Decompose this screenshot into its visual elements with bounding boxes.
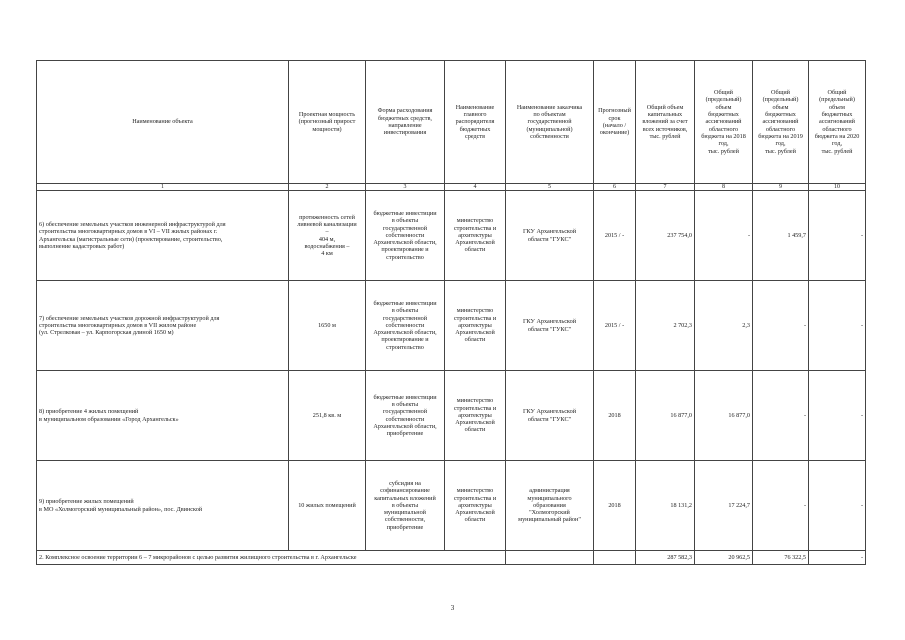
spending-form: бюджетные инвестиции в объекты государственной собственности Архангельской области, приобретение bbox=[366, 371, 445, 461]
table-row bbox=[37, 191, 866, 281]
object-name: 6) обеспечение земельных участков инженерной инфраструктурой для строительства многоквартирных домов в VI – VII жилых районах г. Архангельска (магистральные сети) (проектирование, строительство, выполнение кадастровых работ) bbox=[37, 191, 289, 281]
header-row bbox=[37, 61, 866, 184]
budget-manager: министерство строительства и архитектуры Архангельской области bbox=[445, 281, 506, 371]
header-object-name: Наименование объекта bbox=[37, 61, 289, 184]
page-number: 3 bbox=[450, 604, 455, 612]
spending-form: бюджетные инвестиции в объекты государственной собственности Архангельской области, проектирование и строительство bbox=[366, 191, 445, 281]
column-number: 5 bbox=[506, 184, 594, 191]
budget-manager: министерство строительства и архитектуры Архангельской области bbox=[445, 461, 506, 551]
budget-2020: - bbox=[809, 281, 866, 371]
column-number: 3 bbox=[366, 184, 445, 191]
column-number: 10 bbox=[809, 184, 866, 191]
column-number: 2 bbox=[289, 184, 366, 191]
column-number: 7 bbox=[636, 184, 695, 191]
budget-2019: - bbox=[753, 371, 809, 461]
total-investment: 16 877,0 bbox=[636, 371, 695, 461]
budget-2018: 16 877,0 bbox=[695, 371, 753, 461]
budget-manager: министерство строительства и архитектуры Архангельской области bbox=[445, 191, 506, 281]
summary-empty-cell bbox=[506, 551, 594, 565]
summary-total-investment: 287 582,3 bbox=[636, 551, 695, 565]
header-total-investment: Общий объем капитальных вложений за счет всех источников, тыс. рублей bbox=[636, 61, 695, 184]
column-number-row bbox=[37, 184, 866, 191]
budget-2018: 17 224,7 bbox=[695, 461, 753, 551]
budget-2019: - bbox=[753, 461, 809, 551]
header-budget-2019: Общий (предельный) объем бюджетных ассигнований областного бюджета на 2019 год, тыс. рублей bbox=[753, 61, 809, 184]
term: 2018 bbox=[594, 371, 636, 461]
object-name: 9) приобретение жилых помещений в МО «Холмогорский муниципальный район», пос. Двинской bbox=[37, 461, 289, 551]
term: 2018 bbox=[594, 461, 636, 551]
budget-2019: - bbox=[753, 281, 809, 371]
spending-form: бюджетные инвестиции в объекты государственной собственности Архангельской области, проектирование и строительство bbox=[366, 281, 445, 371]
capacity: 1650 м bbox=[289, 281, 366, 371]
table-row bbox=[37, 281, 866, 371]
column-number: 4 bbox=[445, 184, 506, 191]
term: 2015 / - bbox=[594, 281, 636, 371]
column-number: 1 bbox=[37, 184, 289, 191]
header-term: Прогнозный срок (начало / окончание) bbox=[594, 61, 636, 184]
budget-2020: - bbox=[809, 461, 866, 551]
customer: ГКУ Архангельской области "ГУКС" bbox=[506, 281, 594, 371]
header-spending-form: Форма расходования бюджетных средств, направление инвестирования bbox=[366, 61, 445, 184]
capacity: протяженность сетей ливневой канализации – 404 м, водоснабжения – 4 км bbox=[289, 191, 366, 281]
column-number: 8 bbox=[695, 184, 753, 191]
column-number: 6 bbox=[594, 184, 636, 191]
budget-2018: 2,3 bbox=[695, 281, 753, 371]
budget-2018: - bbox=[695, 191, 753, 281]
capacity: 10 жилых помещений bbox=[289, 461, 366, 551]
header-capacity: Проектная мощность (прогнозный прирост мощности) bbox=[289, 61, 366, 184]
customer: ГКУ Архангельской области "ГУКС" bbox=[506, 191, 594, 281]
investment-table bbox=[36, 60, 866, 565]
summary-budget-2018: 20 962,5 bbox=[695, 551, 753, 565]
customer: администрация муниципального образования "Холмогорский муниципальный район" bbox=[506, 461, 594, 551]
table-row bbox=[37, 461, 866, 551]
summary-row bbox=[37, 551, 866, 565]
summary-empty-cell bbox=[594, 551, 636, 565]
summary-budget-2020: - bbox=[809, 551, 866, 565]
budget-2020: - bbox=[809, 371, 866, 461]
header-customer: Наименование заказчика по объектам государственной (муниципальной) собственности bbox=[506, 61, 594, 184]
header-budget-2020: Общий (предельный) объем бюджетных ассигнований областного бюджета на 2020 год, тыс. рублей bbox=[809, 61, 866, 184]
budget-2020: - bbox=[809, 191, 866, 281]
capacity: 251,8 кв. м bbox=[289, 371, 366, 461]
term: 2015 / - bbox=[594, 191, 636, 281]
summary-name: 2. Комплексное освоение территории 6 – 7 микрорайонов с целью развития жилищного строительства в г. Архангельске bbox=[37, 551, 506, 565]
total-investment: 18 131,2 bbox=[636, 461, 695, 551]
spending-form: субсидия на софинансирование капитальных вложений в объекты муниципальной собственности, приобретение bbox=[366, 461, 445, 551]
header-budget-manager: Наименование главного распорядителя бюджетных средств bbox=[445, 61, 506, 184]
object-name: 8) приобретение 4 жилых помещений в муниципальном образовании «Город Архангельск» bbox=[37, 371, 289, 461]
table-row bbox=[37, 371, 866, 461]
summary-budget-2019: 76 322,5 bbox=[753, 551, 809, 565]
customer: ГКУ Архангельской области "ГУКС" bbox=[506, 371, 594, 461]
object-name: 7) обеспечение земельных участков дорожной инфраструктурой для строительства многоквартирных домов в VII жилом районе (ул. Стрелковая – ул. Карпогорская длиной 1650 м) bbox=[37, 281, 289, 371]
header-budget-2018: Общий (предельный) объем бюджетных ассигнований областного бюджета на 2018 год, тыс. рублей bbox=[695, 61, 753, 184]
budget-manager: министерство строительства и архитектуры Архангельской области bbox=[445, 371, 506, 461]
column-number: 9 bbox=[753, 184, 809, 191]
total-investment: 237 754,0 bbox=[636, 191, 695, 281]
total-investment: 2 702,3 bbox=[636, 281, 695, 371]
budget-2019: 1 459,7 bbox=[753, 191, 809, 281]
